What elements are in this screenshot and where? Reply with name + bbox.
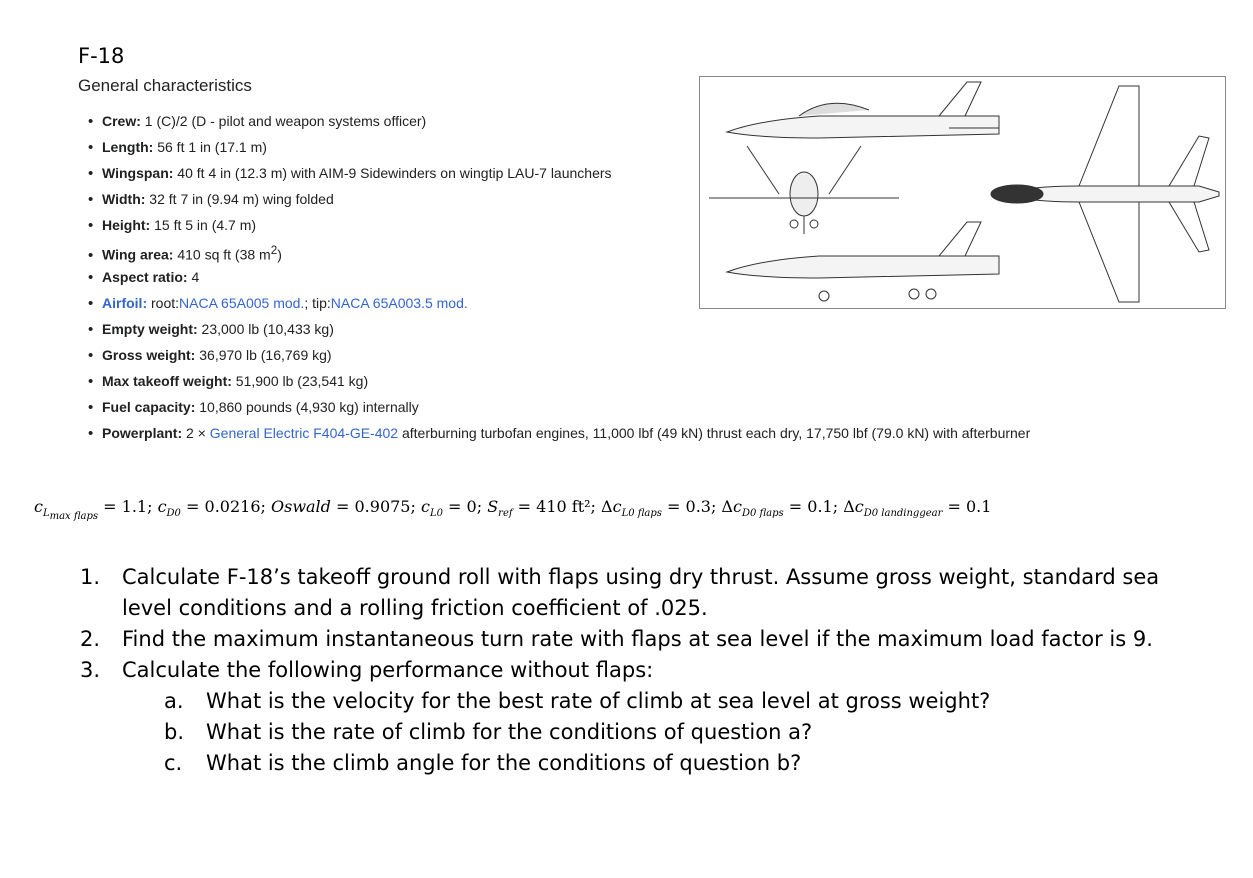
spec-powerplant: • Powerplant: 2 × General Electric F404-GE-402 afterburning turbofan engines, 11,000 lbf (49 kN) thrust each dry, 17,750 lbf (79.0 kN) with afterburner	[88, 422, 1030, 448]
engine-link[interactable]: General Electric F404-GE-402	[209, 425, 399, 441]
question-3: 3. Calculate the following performance without flaps: a. What is the velocity for the best rate of climb at sea level at gross weight? b. What is the rate of climb for the conditions of question a? c. What is the climb angle for the conditions of question b?	[80, 655, 1162, 779]
spec-wingspan: • Wingspan: 40 ft 4 in (12.3 m) with AIM-9 Sidewinders on wingtip LAU-7 launchers	[88, 162, 1030, 188]
tip-airfoil-link[interactable]: NACA 65A003.5 mod.	[330, 295, 468, 311]
question-1: 1. Calculate F-18’s takeoff ground roll with flaps using dry thrust. Assume gross weight, standard sea level conditions and a rolling friction coefficient of .025.	[80, 565, 1160, 620]
front-view	[709, 146, 899, 234]
spec-max-takeoff-weight: • Max takeoff weight: 51,900 lb (23,541 kg)	[88, 370, 1030, 396]
sub-question-b: b. What is the rate of climb for the conditions of question a?	[164, 720, 813, 744]
aircraft-three-view-drawing	[699, 76, 1226, 309]
aero-parameters-formula: $c_{L_{max flaps}} = 1.1$; $c_{D0} = 0.0216$; Oswald = 0.9075; $c_{L0} = 0$; $S_{ref} = 410$ ft²; $\Delta c_{L0 flaps} = 0.3$; $\Delta c_{D0 flaps} = 0.1$; $\Delta c_{D0 landinggear} = 0.1$	[34, 497, 992, 523]
spec-fuel-capacity: • Fuel capacity: 10,860 pounds (4,930 kg) internally	[88, 396, 1030, 422]
sub-question-c: c. What is the climb angle for the conditions of question b?	[164, 751, 802, 775]
spec-length: • Length: 56 ft 1 in (17.1 m)	[88, 136, 1030, 162]
spec-wing-area: • Wing area: 410 sq ft (38 $m^2$)	[88, 240, 1030, 266]
sub-question-a: a. What is the velocity for the best rate of climb at sea level at gross weight?	[164, 689, 991, 713]
root-airfoil-link[interactable]: NACA 65A005 mod.	[179, 295, 305, 311]
question-list	[80, 562, 1162, 779]
spec-airfoil: • Airfoil: root:NACA 65A005 mod.; tip:NACA 65A003.5 mod.	[88, 292, 1030, 318]
side-view-lower	[727, 222, 999, 301]
airfoil-link[interactable]: Airfoil:	[102, 295, 148, 311]
spec-width: • Width: 32 ft 7 in (9.94 m) wing folded	[88, 188, 1030, 214]
question-2: 2. Find the maximum instantaneous turn rate with flaps at sea level if the maximum load factor is 9.	[80, 627, 1153, 651]
sub-question-list	[122, 686, 1162, 779]
spec-empty-weight: • Empty weight: 23,000 lb (10,433 kg)	[88, 318, 1030, 344]
side-view-upper	[727, 82, 999, 138]
spec-aspect-ratio: • Aspect ratio: 4	[88, 266, 1030, 292]
spec-crew: • Crew: 1 (C)/2 (D - pilot and weapon systems officer)	[88, 110, 1030, 136]
spec-height: • Height: 15 ft 5 in (4.7 m)	[88, 214, 1030, 240]
document-title: F-18	[78, 44, 125, 68]
section-heading: General characteristics	[78, 76, 252, 95]
spec-gross-weight: • Gross weight: 36,970 lb (16,769 kg)	[88, 344, 1030, 370]
top-view	[991, 86, 1219, 302]
